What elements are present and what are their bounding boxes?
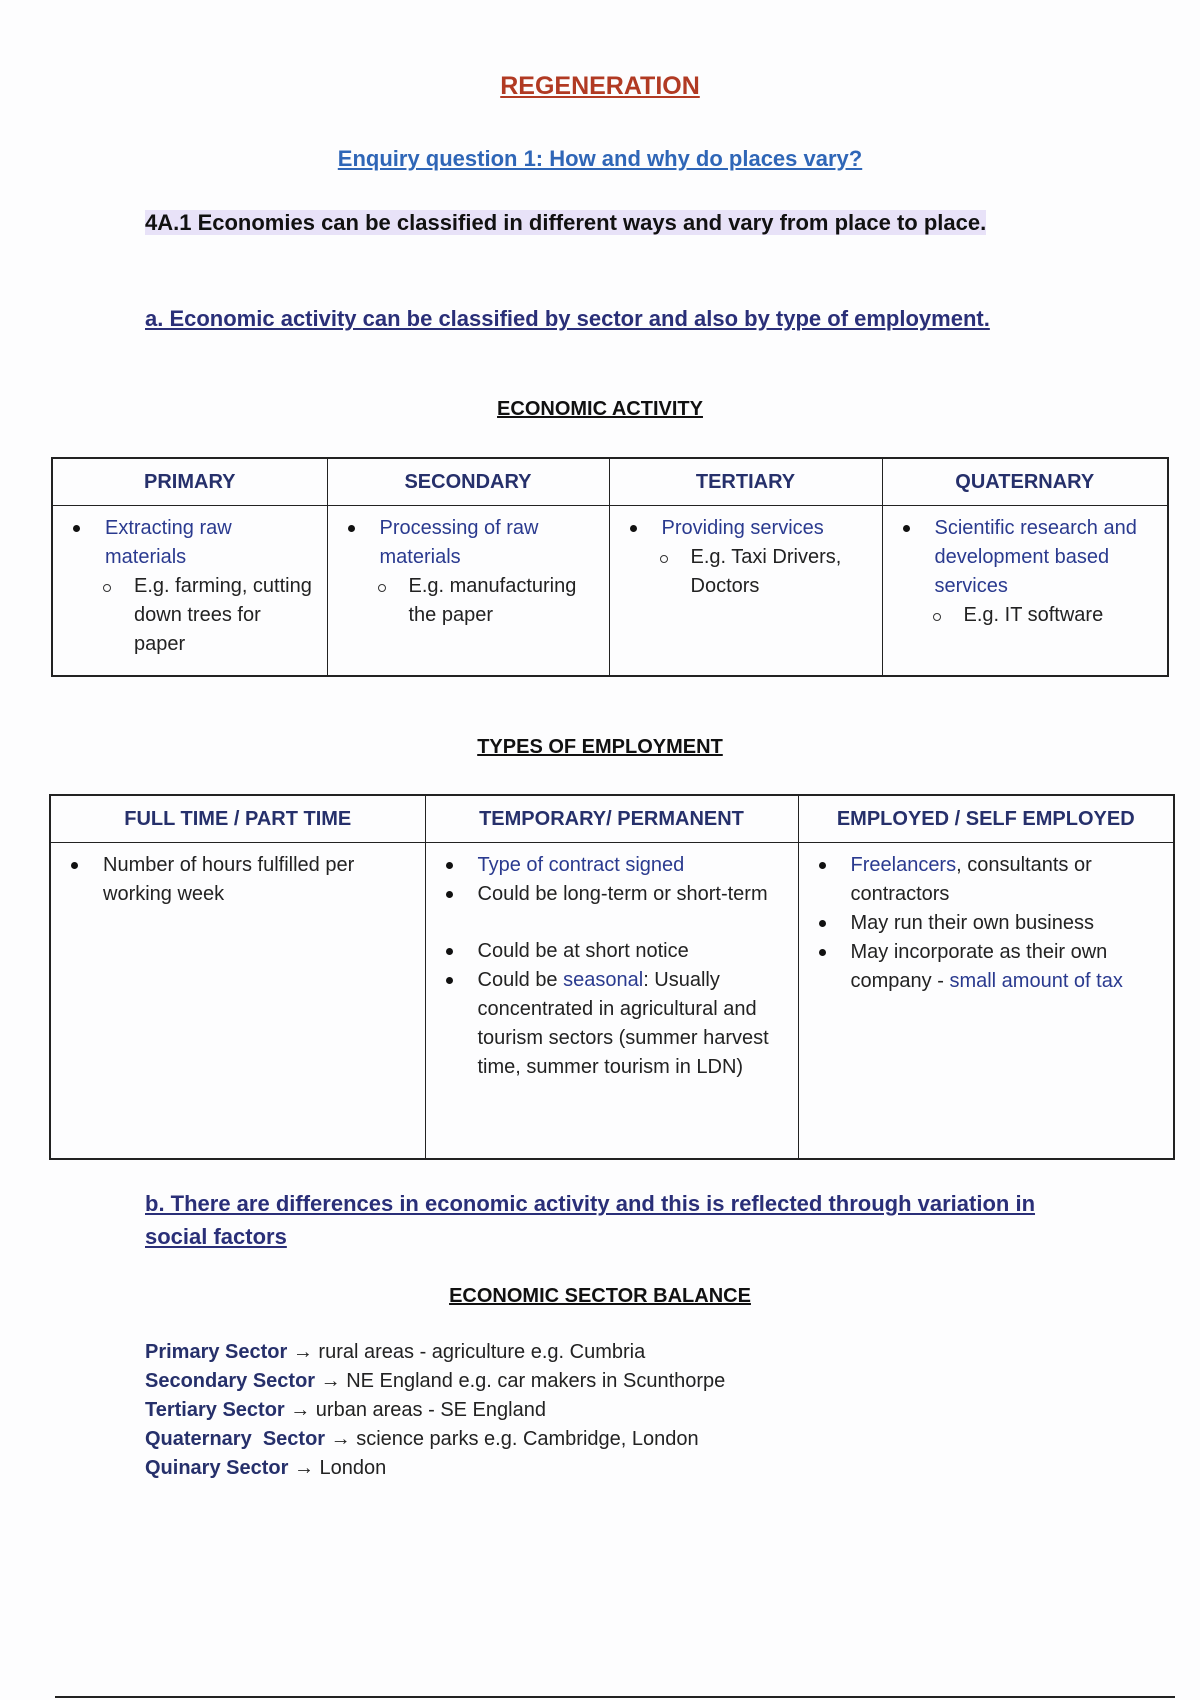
spec-point xyxy=(145,206,1015,239)
bullet-item: Scientific research and development based services xyxy=(897,514,1158,601)
col-header: EMPLOYED / SELF EMPLOYED xyxy=(798,795,1174,843)
page-divider xyxy=(55,1696,1175,1698)
table-header-row xyxy=(52,458,1168,506)
sector-balance-title: ECONOMIC SECTOR BALANCE xyxy=(449,1285,751,1307)
sub-bullet-item: E.g. IT software xyxy=(897,601,1158,630)
col-header: FULL TIME / PART TIME xyxy=(50,795,425,843)
bullet-item: Could be at short notice xyxy=(440,937,788,966)
bullet-item xyxy=(813,938,1164,996)
bullet-text: Could be xyxy=(477,969,564,991)
bullet-item: Number of hours fulfilled per working week xyxy=(65,851,415,909)
sub-bullet-item: E.g. manufacturing the paper xyxy=(342,572,599,630)
bullet-text: May incorporate as their own company - xyxy=(850,941,1108,992)
sector-text: → science parks e.g. Cambridge, London xyxy=(325,1428,699,1450)
tertiary-cell xyxy=(609,506,882,676)
table-row xyxy=(50,843,1174,1159)
economic-activity-table xyxy=(51,457,1169,677)
economic-activity-title: ECONOMIC ACTIVITY xyxy=(497,398,703,420)
sector-label: Quinary Sector xyxy=(145,1457,289,1479)
highlight-text: small amount of tax xyxy=(949,970,1123,992)
secondary-cell xyxy=(327,506,609,676)
bullet-item: Providing services xyxy=(624,514,872,543)
highlight-text: seasonal xyxy=(563,969,644,991)
enquiry-question: Enquiry question 1: How and why do places vary? xyxy=(337,146,863,171)
quaternary-cell xyxy=(882,506,1168,676)
list-item xyxy=(145,1425,1045,1454)
employment-title: TYPES OF EMPLOYMENT xyxy=(477,736,723,758)
sector-balance-list xyxy=(145,1338,1045,1483)
bullet-item: Extracting raw materials xyxy=(67,514,317,572)
sector-text: → NE England e.g. car makers in Scunthorpe xyxy=(315,1370,726,1392)
sector-label: Primary Sector xyxy=(145,1341,288,1363)
table-header-row xyxy=(50,795,1174,843)
col-header: TEMPORARY/ PERMANENT xyxy=(425,795,798,843)
table-row xyxy=(52,506,1168,676)
bullet-item: Could be long-term or short-term xyxy=(440,880,788,909)
sector-text: → London xyxy=(288,1457,387,1479)
employment-table xyxy=(49,794,1175,1160)
spacer xyxy=(440,909,788,937)
spec-point-text: 4A.1 Economies can be classified in different ways and vary from place to place. xyxy=(145,210,987,235)
col-header: TERTIARY xyxy=(609,458,882,506)
subheading-a: a. Economic activity can be classified by sector and also by type of employment. xyxy=(145,306,990,331)
sector-label: Quaternary Sector xyxy=(145,1428,326,1450)
highlight-text: Freelancers xyxy=(850,854,957,876)
primary-cell xyxy=(52,506,327,676)
employed-cell xyxy=(798,843,1174,1159)
sub-bullet-item: E.g. Taxi Drivers, Doctors xyxy=(624,543,872,601)
sector-text: → urban areas - SE England xyxy=(284,1399,546,1421)
temporary-cell xyxy=(425,843,798,1159)
page-title: REGENERATION xyxy=(500,72,700,100)
col-header: PRIMARY xyxy=(52,458,327,506)
sector-text: → rural areas - agriculture e.g. Cumbria xyxy=(287,1341,646,1363)
sector-label: Secondary Sector xyxy=(145,1370,316,1392)
list-item xyxy=(145,1367,1045,1396)
bullet-item xyxy=(813,851,1164,909)
list-item xyxy=(145,1454,1045,1483)
bullet-item: Type of contract signed xyxy=(440,851,788,880)
bullet-item xyxy=(440,966,788,1082)
col-header: SECONDARY xyxy=(327,458,609,506)
sub-bullet-item: E.g. farming, cutting down trees for paper xyxy=(67,572,317,659)
bullet-text: , consultants or contractors xyxy=(850,854,1092,905)
list-item xyxy=(145,1396,1045,1425)
bullet-text: : Usually concentrated in agricultural and tourism sectors (summer harvest time, summer tourism in LDN) xyxy=(477,969,769,1078)
col-header: QUATERNARY xyxy=(882,458,1168,506)
fulltime-cell xyxy=(50,843,425,1159)
subheading-b: b. There are differences in economic activity and this is reflected through variation in social factors xyxy=(145,1191,1036,1249)
bullet-item: May run their own business xyxy=(813,909,1164,938)
list-item xyxy=(145,1338,1045,1367)
bullet-item: Processing of raw materials xyxy=(342,514,599,572)
sector-label: Tertiary Sector xyxy=(145,1399,285,1421)
